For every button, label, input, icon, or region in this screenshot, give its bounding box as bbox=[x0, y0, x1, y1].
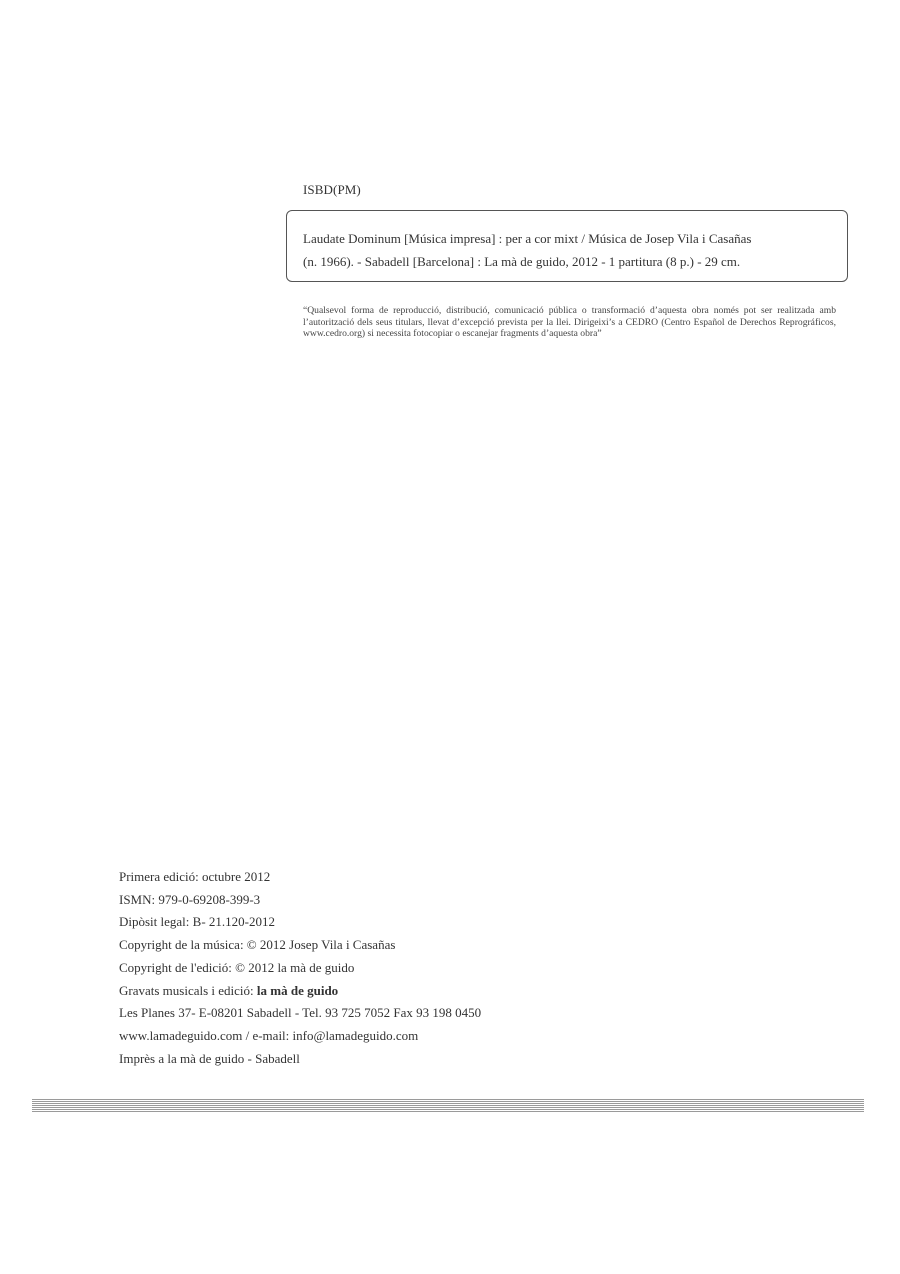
copyright-notice: “Qualsevol forma de reproducció, distribució, comunicació pública o transformació d’aquesta obra només pot ser realitzada amb l’autorització dels seus titulars, llevat d’excepció prevista per la llei. Dirigeixi’s a CEDRO (Centro Español de Derechos Reprográficos, www.cedro.org) si necessita fotocopiar o escanejar fragments d’aquesta obra” bbox=[303, 305, 836, 340]
first-edition: Primera edició: octubre 2012 bbox=[119, 869, 271, 884]
publisher-web-email: www.lamadeguido.com / e-mail: info@lamadeguido.com bbox=[119, 1027, 419, 1043]
ismn: ISMN: 979-0-69208-399-3 bbox=[119, 891, 261, 907]
edition-copyright: Copyright de l'edició: © 2012 la mà de guido bbox=[119, 959, 355, 975]
printed-by: Imprès a la mà de guido - Sabadell bbox=[119, 1050, 300, 1066]
music-copyright: Copyright de la música: © 2012 Josep Vila i Casañas bbox=[119, 937, 396, 953]
catalog-record-line-1: Laudate Dominum [Música impresa] : per a cor mixt / Música de Josep Vila i Casañas bbox=[303, 231, 752, 246]
isbd-heading: ISBD(PM) bbox=[303, 182, 361, 197]
publisher-address: Les Planes 37- E-08201 Sabadell - Tel. 93 725 7052 Fax 93 198 0450 bbox=[119, 1005, 482, 1021]
legal-deposit: Dipòsit legal: B- 21.120-2012 bbox=[119, 914, 275, 930]
engraving-credit bbox=[119, 980, 481, 1003]
footer-rule bbox=[32, 1099, 864, 1113]
catalog-record-box bbox=[286, 210, 848, 282]
colophon bbox=[119, 866, 481, 1070]
engraving-publisher: la mà de guido bbox=[256, 982, 339, 998]
catalog-record-line-2: (n. 1966). - Sabadell [Barcelona] : La mà de guido, 2012 - 1 partitura (8 p.) - 29 cm. bbox=[303, 254, 741, 269]
engraving-label: Gravats musicals i edició: bbox=[119, 982, 257, 998]
